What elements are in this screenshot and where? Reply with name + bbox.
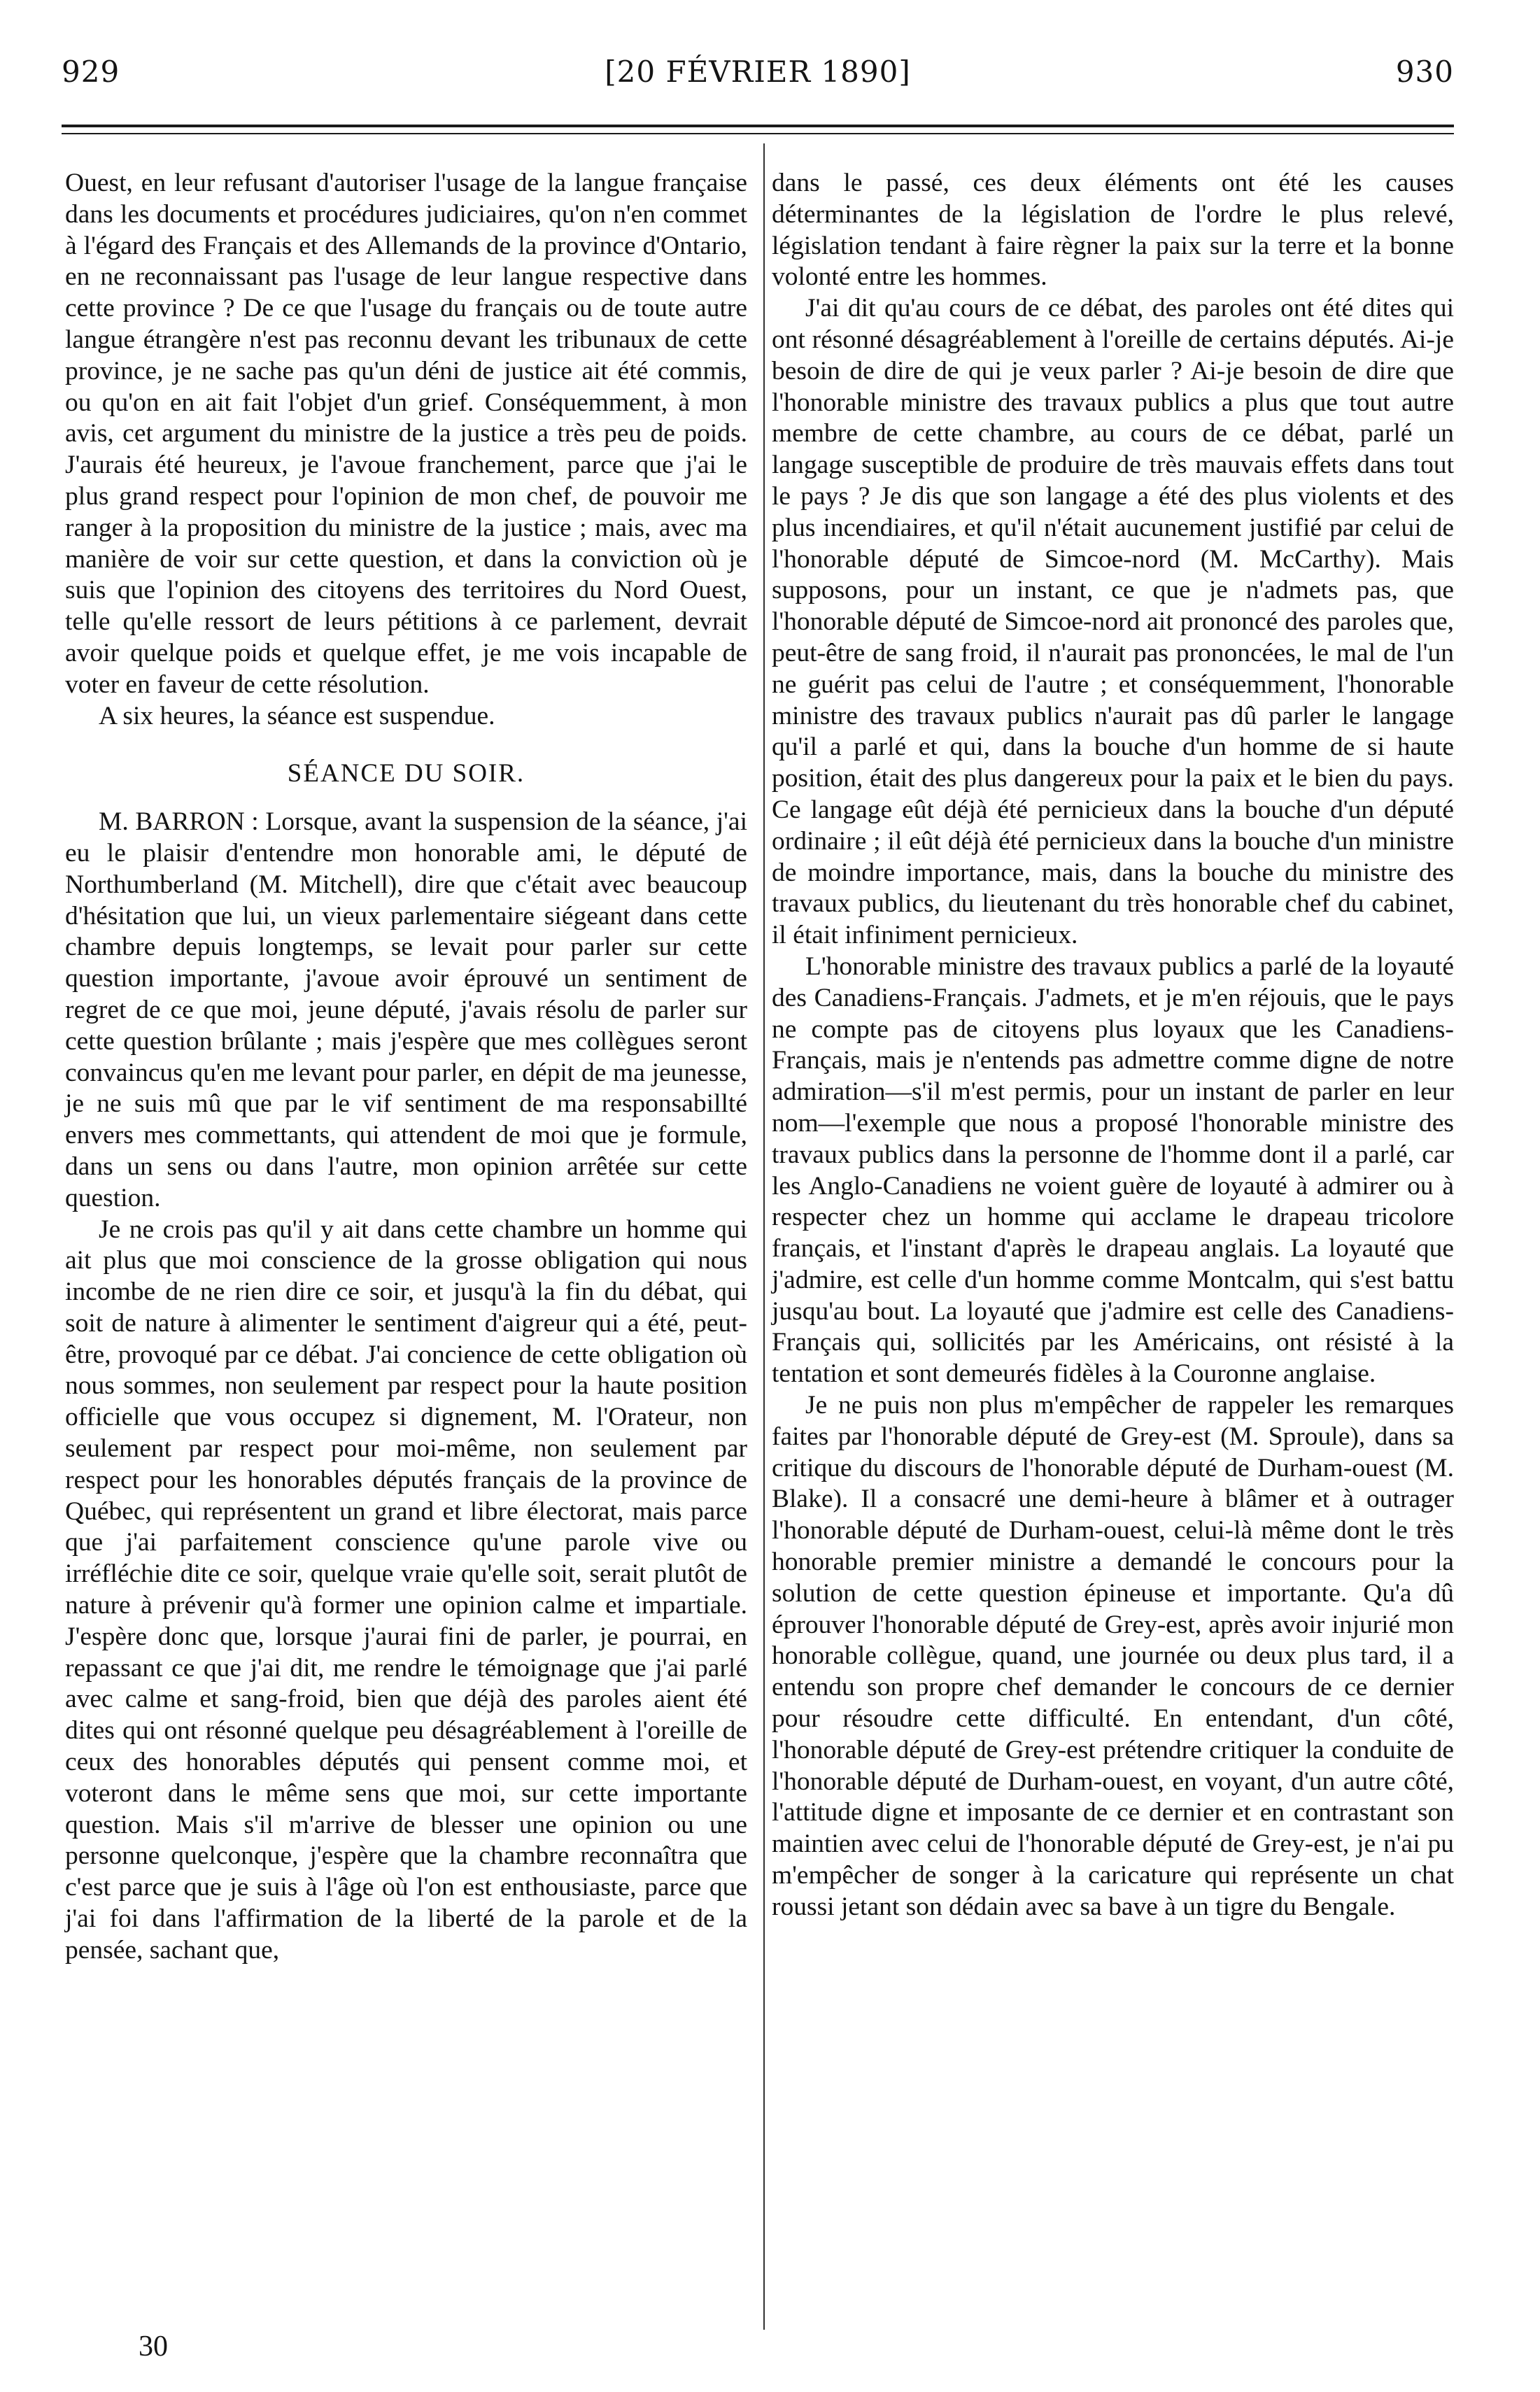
- suspension-note: A six heures, la séance est suspendue.: [99, 701, 495, 730]
- section-heading: SÉANCE DU SOIR.: [287, 759, 525, 788]
- paragraph: Je ne puis non plus m'empêcher de rappeler les remarques faites par l'honorable député de Grey-est (M. Sproule), dans sa critique du discours de l'honorable député de Durham-ouest (M. Blake). Il a consacré une demi-heure à blâmer et à outrager l'honorable député de Durham-ouest, celui-là même dont le très honorable premier ministre a demandé le concours pour la solution de cette question épineuse et importante. Qu'a dû éprouver l'honorable député de Grey-est, après avoir injurié mon honorable collègue, quand, une journée ou deux plus tard, il a entendu son propre chef demander le concours de ce dernier pour résoudre cette difficulté. En entendant, d'un côté, l'honorable député de Grey-est prétendre critiquer la conduite de l'honorable député de Durham-ouest, en voyant, d'un autre côté, l'attitude digne et imposante de ce dernier et en contrastant son maintien avec celui de l'honorable député de Grey-est, je n'ai pu m'empêcher de songer à la caricature qui représente un chat roussi jetant son dédain avec sa bave à un tigre du Bengale.: [772, 1391, 1454, 1921]
- page-number-left: 929: [62, 55, 120, 89]
- paragraph: Je ne crois pas qu'il y ait dans cette chambre un homme qui ait plus que moi conscience de la grosse obligation qui nous incombe de ne rien dire ce soir, et jusqu'à la fin du débat, qui soit de nature à alimenter le sentiment d'aigreur qui a été, peut-être, provoqué par ce débat. J'ai concience de cette obligation où nous sommes, non seulement par respect pour la haute position officielle que vous occupez si dignement, M. l'Orateur, non seulement par respect pour moi-même, non seulement par respect pour les honorables députés français de la province de Québec, qui représentent un grand et libre électorat, mais parce que j'ai parfaitement conscience qu'une parole vive ou irréfléchie dite ce soir, quelque vraie qu'elle soit, serait plutôt de nature à prévenir qu'à former une opinion calme et impartiale. J'espère donc que, lorsque j'aurai fini de parler, je pourrai, en repassant ce que j'ai dit, me rendre le témoignage que j'ai parlé avec calme et sang-froid, bien que déjà des paroles aient été dites qui ont résonné quelque peu désagréablement à l'oreille de ceux des honorables députés qui pensent comme moi, et voteront dans le même sens que moi, sur cette importante question. Mais s'il m'arrive de blesser une opinion ou une personne quelconque, j'espère que la chambre reconnaîtra que c'est parce que je suis à l'âge où l'on est enthousiaste, parce que j'ai foi dans l'affirmation de la liberté de la parole et de la pensée, sachant que,: [65, 1215, 747, 1965]
- paragraph: Ouest, en leur refusant d'autoriser l'usage de la langue française dans les documents et procédures judiciaires, qu'on n'en commet à l'égard des Français et des Allemands de la province d'Ontario, en ne reconnaissant pas l'usage de leur langue respective dans cette province ? De ce que l'usage du français ou de toute autre langue étrangère n'est pas reconnu devant les tribunaux de cette province, je ne sache pas qu'un déni de justice ait été commis, ou qu'on en ait fait l'objet d'un grief. Conséquemment, à mon avis, cet argument du ministre de la justice a très peu de poids. J'aurais été heureux, je l'avoue franchement, parce que j'ai le plus grand respect pour l'opinion de mon chef, de pouvoir me ranger à la proposition du ministre de la justice ; mais, avec ma manière de voir sur cette question, et dans la conviction où je suis que l'opinion des citoyens des territoires du Nord Ouest, telle qu'elle ressort de leurs pétitions à ce parlement, devrait avoir quelque poids et quelque effet, je me vois incapable de voter en faveur de cette résolution.: [65, 169, 747, 699]
- header-rule-thin: [62, 133, 1454, 134]
- paragraph: dans le passé, ces deux éléments ont été les causes déterminantes de la législation de l'ordre le plus relevé, législation tendant à faire règner la paix sur la terre et la bonne volonté entre les hommes.: [772, 169, 1454, 292]
- left-column: [65, 168, 747, 1967]
- paragraph: M. BARRON : Lorsque, avant la suspension de la séance, j'ai eu le plaisir d'entendre mon honorable ami, le député de Northumberland (M. Mitchell), dire que c'était avec beaucoup d'hésitation que lui, un vieux parlementaire siégeant dans cette chambre depuis longtemps, se levait pour parler sur cette question importante, j'avoue avoir éprouvé un sentiment de regret de ce que moi, jeune député, j'avais résolu de parler sur cette question brûlante ; mais j'espère que mes collègues seront convaincus qu'en me levant pour parler, en dépit de ma jeunesse, je ne suis mû que par le vif sentiment de ma responsabillté envers mes commettants, qui attendent de moi que je formule, dans un sens ou dans l'autre, mon opinion arrêtée sur cette question.: [65, 807, 747, 1212]
- page-header: [62, 55, 1454, 94]
- signature-mark: 30: [139, 2330, 168, 2363]
- right-column: [772, 168, 1454, 1923]
- paragraph: J'ai dit qu'au cours de ce débat, des paroles ont été dites qui ont résonné désagréablement à l'oreille de certains députés. Ai-je besoin de dire de qui je veux parler ? Ai-je besoin de dire que l'honorable ministre des travaux publics a plus que tout autre membre de cette chambre, au cours de ce débat, parlé un langage susceptible de produire de très mauvais effets dans tout le pays ? Je dis que son langage a été des plus violents et des plus incendiaires, et qu'il n'était aucunement justifié par celui de l'honorable député de Simcoe-nord (M. McCarthy). Mais supposons, pour un instant, ce que je n'admets pas, que l'honorable député de Simcoe-nord ait prononcé des paroles que, peut-être de sang froid, il n'aurait pas prononcées, le mal de l'un ne guérit pas celui de l'autre ; et conséquemment, l'honorable ministre des travaux publics n'aurait pas dû parler le langage qu'il a parlé et qui, dans la bouche d'un homme de si haute position, était des plus dangereux pour la paix et le bien du pays. Ce langage eût déjà été pernicieux dans la bouche d'un député ordinaire ; il eût déjà été pernicieux dans la bouche d'un ministre de moindre importance, mais, dans la bouche du ministre des travaux publics, du lieutenant du très honorable chef du cabinet, il était infiniment pernicieux.: [772, 294, 1454, 950]
- page-date: [20 FÉVRIER 1890]: [605, 55, 911, 89]
- page-number-right: 930: [1395, 55, 1454, 89]
- paragraph: L'honorable ministre des travaux publics a parlé de la loyauté des Canadiens-Français. J'admets, et je m'en réjouis, que le pays ne compte pas de citoyens plus loyaux que les Canadiens-Français, mais je n'entends pas admettre comme digne de notre admiration—s'il m'est permis, pour un instant de parler en leur nom—l'exemple que nous a proposé l'honorable ministre des travaux publics dans la personne de l'homme dont il a parlé, car les Anglo-Canadiens ne voient guère de loyauté à admirer ou à respecter chez un homme qui acclame le drapeau tricolore français, et l'instant d'après le drapeau anglais. La loyauté que j'admire, est celle d'un homme comme Montcalm, qui s'est battu jusqu'au bout. La loyauté que j'admire est celle des Canadiens-Français qui, sollicités par les Américains, ont résisté à la tentation et sont demeurés fidèles à la Couronne anglaise.: [772, 951, 1454, 1389]
- column-divider: [763, 143, 765, 2330]
- header-rule-thick: [62, 125, 1454, 127]
